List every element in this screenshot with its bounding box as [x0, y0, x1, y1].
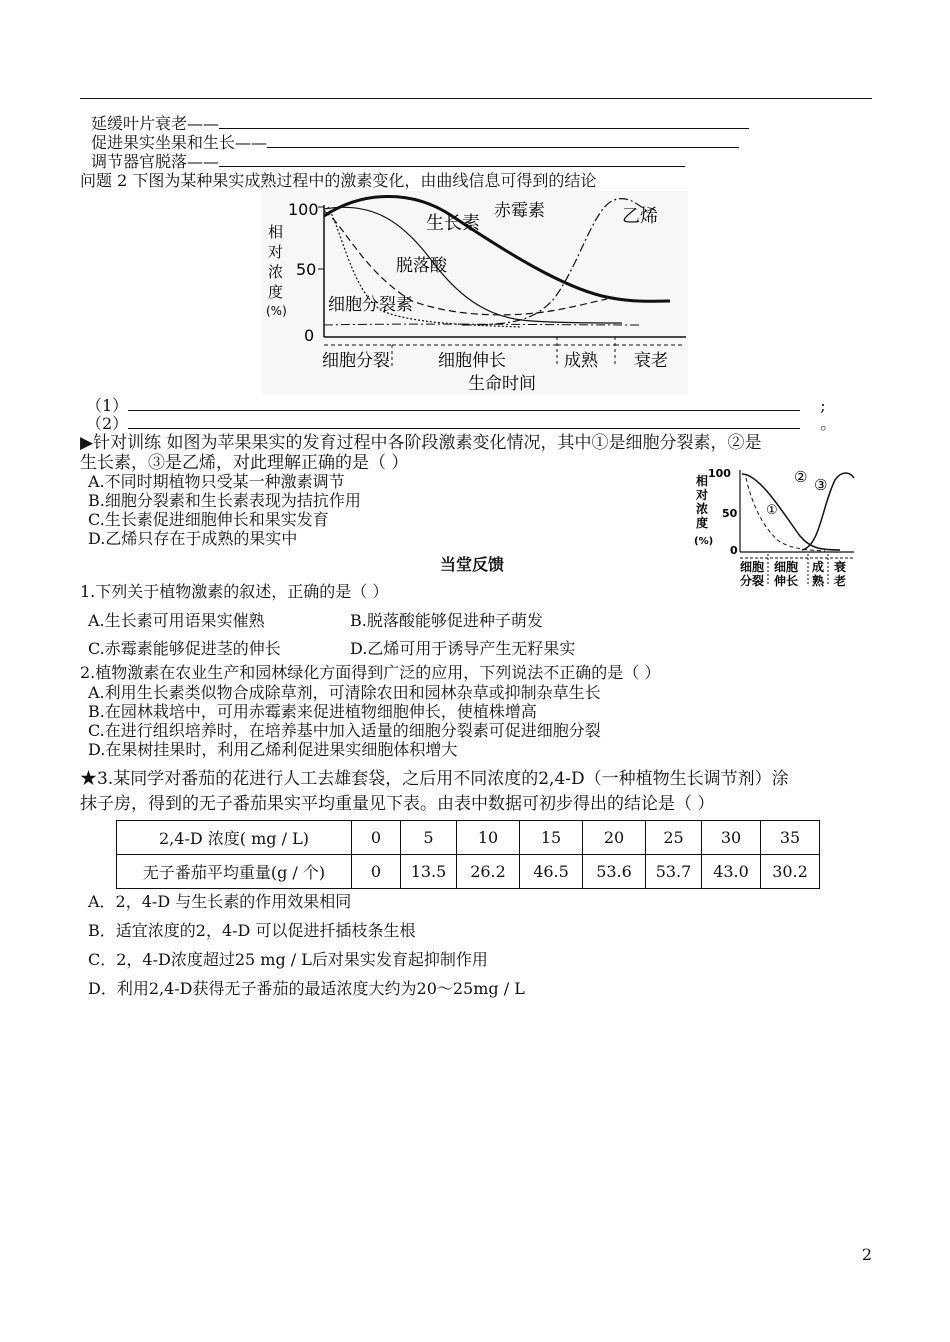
q3-option-b[interactable]: B．适宜浓度的2，4-D 可以促进扦插枝条生根 [88, 921, 416, 940]
q1-option-b[interactable]: B.脱落酸能够促进种子萌发 [350, 611, 543, 630]
q3-stem-line1: ★3.某同学对番茄的花进行人工去雄套袋，之后用不同浓度的2,4-D（一种植物生长调节剂）涂 [80, 769, 789, 789]
auxin-label: 生长素 [426, 213, 480, 234]
fill-line-3: 调节器官脱落—— [91, 152, 685, 172]
q3-option-a[interactable]: A．2，4-D 与生长素的作用效果相同 [88, 892, 352, 911]
svg-text:熟: 熟 [812, 574, 825, 588]
ylabel-char-1: 相 [268, 223, 284, 241]
svg-text:成: 成 [812, 560, 825, 574]
y-tick-0: 0 [304, 326, 315, 345]
svg-text:对: 对 [696, 488, 709, 502]
answer2-blank[interactable] [128, 414, 800, 429]
ylabel-char-3: 浓 [268, 263, 284, 281]
marker-2: ② [794, 468, 808, 486]
svg-text:细胞: 细胞 [774, 560, 799, 574]
svg-text:分裂: 分裂 [740, 574, 765, 588]
training-option-c[interactable]: C.生长素促进细胞伸长和果实发育 [88, 510, 329, 529]
answer-blank[interactable] [267, 133, 739, 148]
q1-option-d[interactable]: D.乙烯可用于诱导产生无籽果实 [350, 639, 576, 658]
q3-option-d[interactable]: D．利用2,4-D获得无子番茄的最适浓度大约为20～25mg / L [88, 979, 525, 998]
svg-text:(%): (%) [694, 536, 714, 547]
answer1-line: （1） ; [86, 396, 826, 415]
marker-1: ① [766, 503, 778, 518]
y-tick-50: 50 [296, 260, 317, 279]
q3-stem-line2: 抹子房，得到的无子番茄果实平均重量见下表。由表中数据可初步得出的结论是（ ） [80, 794, 715, 814]
svg-text:衰: 衰 [834, 560, 847, 574]
feedback-heading: 当堂反馈 [440, 555, 505, 574]
hormone-curve-svg [262, 191, 688, 395]
ylabel-char-2: 对 [268, 243, 284, 261]
ethylene-label: 乙烯 [622, 206, 658, 227]
row-header: 无子番茄平均重量(g / 个) [117, 855, 352, 889]
answer-blank[interactable] [219, 152, 685, 167]
cytokinin-label: 细胞分裂素 [328, 295, 413, 315]
training-option-b[interactable]: B.细胞分裂素和生长素表现为拮抗作用 [88, 491, 361, 510]
svg-text:相: 相 [696, 474, 709, 488]
fill-line-2: 促进果实坐果和生长—— [91, 133, 739, 153]
q1-option-c[interactable]: C.赤霉素能够促进茎的伸长 [88, 639, 281, 658]
stage-label-division: 细胞分裂 [322, 351, 390, 371]
stage-label-ripening: 成熟 [564, 351, 598, 371]
fig2-y-tick-50: 50 [722, 507, 738, 520]
training-option-a[interactable]: A.不同时期植物只受某一种激素调节 [88, 472, 345, 491]
row-header: 2,4-D 浓度( mg / L) [117, 821, 352, 855]
y-tick-100: 100 [288, 200, 319, 219]
svg-text:伸长: 伸长 [774, 574, 799, 588]
table-row: 2,4-D 浓度( mg / L) 0 5 10 15 20 25 30 35 [117, 821, 820, 855]
apple-hormone-svg [690, 466, 860, 592]
stage-label-senescence: 衰老 [634, 351, 668, 371]
table-row: 无子番茄平均重量(g / 个) 0 13.5 26.2 46.5 53.6 53.7 43.0 30.2 [117, 855, 820, 889]
ylabel-char-4: 度 [268, 283, 284, 301]
training-stem-line2: 生长素，③是乙烯，对此理解正确的是（ ） [80, 453, 409, 473]
apple-hormone-figure [690, 466, 860, 592]
header-rule [80, 98, 872, 99]
fig2-ethylene-curve [802, 473, 854, 550]
gibberellin-label: 赤霉素 [494, 201, 545, 221]
abscisic-acid-label: 脱落酸 [396, 256, 447, 276]
svg-text:细胞: 细胞 [740, 560, 765, 574]
svg-text:浓: 浓 [696, 502, 709, 516]
ethylene-curve [462, 199, 647, 325]
q1-stem: 1.下列关于植物激素的叙述，正确的是（ ） [80, 582, 389, 601]
question2-prompt: 问题 2 下图为某种果实成熟过程中的激素变化，由曲线信息可得到的结论 [80, 171, 597, 190]
q3-data-table [116, 820, 820, 889]
marker-3: ③ [814, 476, 828, 494]
q2-stem: 2.植物激素在农业生产和园林绿化方面得到广泛的应用，下列说法不正确的是（ ） [80, 663, 661, 682]
answer1-blank[interactable] [128, 396, 800, 411]
fig2-y-tick-100: 100 [708, 467, 731, 480]
q2-option-b[interactable]: B.在园林栽培中，可用赤霉素来促进植物细胞伸长，使植株增高 [88, 702, 537, 721]
q2-option-d[interactable]: D.在果树挂果时，利用乙烯利促进果实细胞体积增大 [88, 740, 458, 759]
hormone-curve-figure [262, 191, 688, 395]
stage-label-elongation: 细胞伸长 [438, 351, 506, 371]
q3-option-c[interactable]: C．2，4-D浓度超过25 mg / L后对果实发育起抑制作用 [88, 950, 488, 969]
q1-option-a[interactable]: A.生长素可用语果实催熟 [88, 611, 265, 630]
q2-option-c[interactable]: C.在进行组织培养时，在培养基中加入适量的细胞分裂素可促进细胞分裂 [88, 721, 601, 740]
answer-blank[interactable] [219, 114, 749, 129]
ylabel-unit: (%) [266, 304, 287, 318]
fill-line-1: 延缓叶片衰老—— [91, 114, 749, 134]
training-option-d[interactable]: D.乙烯只存在于成熟的果实中 [88, 529, 298, 548]
fig2-y-tick-0: 0 [730, 544, 738, 557]
q2-option-a[interactable]: A.利用生长素类似物合成除草剂，可清除农田和园林杂草或抑制杂草生长 [88, 683, 601, 702]
training-stem-line1: ▶针对训练 如图为苹果果实的发育过程中各阶段激素变化情况，其中①是细胞分裂素，②是 [80, 433, 762, 453]
answer2-line: （2） 。 [86, 414, 837, 433]
svg-text:度: 度 [696, 516, 709, 530]
page-number: 2 [861, 1245, 872, 1264]
xlabel: 生命时间 [468, 374, 536, 394]
svg-text:老: 老 [834, 574, 847, 588]
